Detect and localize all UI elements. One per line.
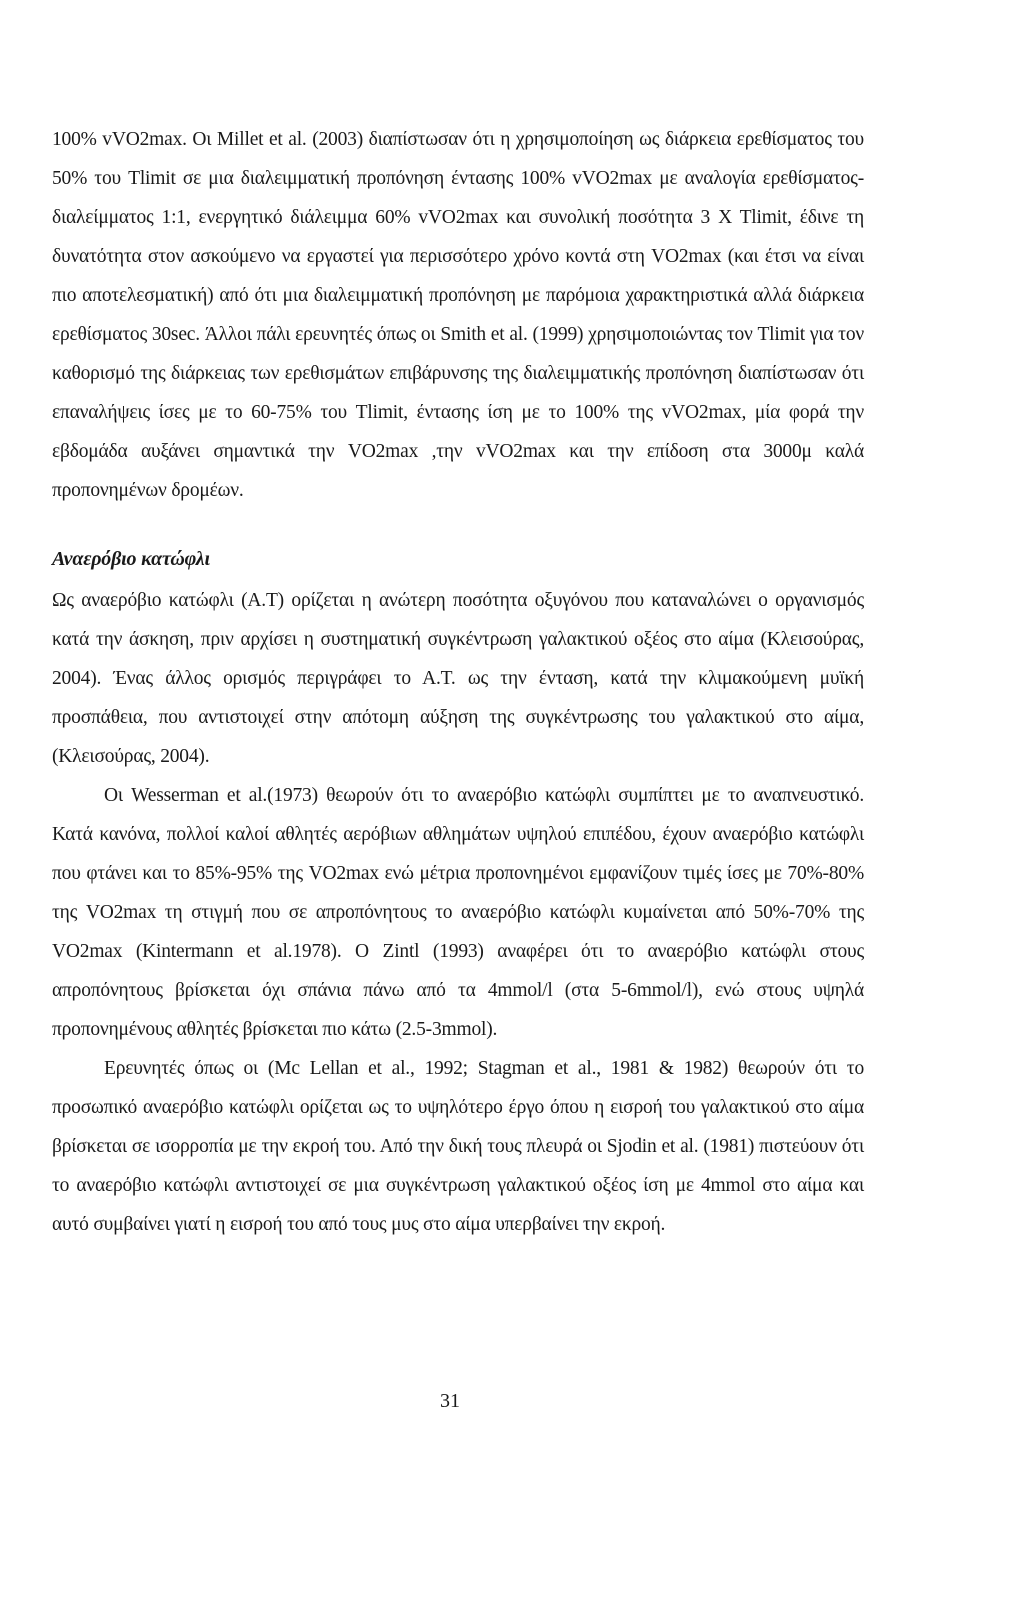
- body-text: [52, 120, 864, 1244]
- paragraph-1: 100% vVO2max. Οι Millet et al. (2003) διαπίστωσαν ότι η χρησιμοποίηση ως διάρκεια ερεθίσματος του 50% του Tlimit σε μια διαλειμματική προπόνηση έντασης 100% vVO2max με αναλογία ερεθίσματος-διαλείμματος 1:1, ενεργητικό διάλειμμα 60% vVO2max και συνολική ποσότητα 3 X Tlimit, έδινε τη δυνατότητα στον ασκούμενο να εργαστεί για περισσότερο χρόνο κοντά στη VO2max (και έτσι να είναι πιο αποτελεσματική) από ότι μια διαλειμματική προπόνηση με παρόμοια χαρακτηριστικά αλλά διάρκεια ερεθίσματος 30sec. Άλλοι πάλι ερευνητές όπως οι Smith et al. (1999) χρησιμοποιώντας τον Tlimit για τον καθορισμό της διάρκειας των ερεθισμάτων επιβάρυνσης της διαλειμματικής προπόνηση διαπίστωσαν ότι επαναλήψεις ίσες με το 60-75% του Tlimit, έντασης ίση με το 100% της vVO2max, μία φορά την εβδομάδα αυξάνει σημαντικά την VO2max ,την vVO2max και την επίδοση στα 3000μ καλά προπονημένων δρομέων.: [52, 129, 864, 501]
- page-number: 31: [440, 1390, 460, 1412]
- paragraph-4: Ερευνητές όπως οι (Mc Lellan et al., 1992; Stagman et al., 1981 & 1982) θεωρούν ότι το προσωπικό αναερόβιο κατώφλι ορίζεται ως το υψηλότερο έργο όπου η εισροή του γαλακτικού στο αίμα βρίσκεται σε ισορροπία με την εκροή του. Από την δική τους πλευρά οι Sjodin et al. (1981) πιστεύουν ότι το αναερόβιο κατώφλι αντιστοιχεί σε μια συγκέντρωση γαλακτικού οξέος ίση με 4mmol στο αίμα και αυτό συμβαίνει γιατί η εισροή του από τους μυς στο αίμα υπερβαίνει την εκροή.: [52, 1058, 864, 1235]
- section-heading: Αναερόβιο κατώφλι: [52, 548, 210, 570]
- paragraph-2: Ως αναερόβιο κατώφλι (Α.Τ) ορίζεται η ανώτερη ποσότητα οξυγόνου που καταναλώνει ο οργανισμός κατά την άσκηση, πριν αρχίσει η συστηματική συγκέντρωση γαλακτικού οξέος στο αίμα (Κλεισούρας, 2004). Ένας άλλος ορισμός περιγράφει το Α.Τ. ως την ένταση, κατά την κλιμακούμενη μυϊκή προσπάθεια, που αντιστοιχεί στην απότομη αύξηση της συγκέντρωσης του γαλακτικού στο αίμα, (Κλεισούρας, 2004).: [52, 590, 864, 767]
- paragraph-3: Οι Wesserman et al.(1973) θεωρούν ότι το αναερόβιο κατώφλι συμπίπτει με το αναπνευστικό. Κατά κανόνα, πολλοί καλοί αθλητές αερόβιων αθλημάτων υψηλού επιπέδου, έχουν αναερόβιο κατώφλι που φτάνει και το 85%-95% της VO2max ενώ μέτρια προπονημένοι εμφανίζουν τιμές ίσες με 70%-80% της VO2max τη στιγμή που σε απροπόνητους το αναερόβιο κατώφλι κυμαίνεται από 50%-70% της VO2max (Kintermann et al.1978). Ο Zintl (1993) αναφέρει ότι το αναερόβιο κατώφλι στους απροπόνητους βρίσκεται όχι σπάνια πάνω από τα 4mmol/l (στα 5-6mmol/l), ενώ στους υψηλά προπονημένους αθλητές βρίσκεται πιο κάτω (2.5-3mmol).: [52, 785, 864, 1040]
